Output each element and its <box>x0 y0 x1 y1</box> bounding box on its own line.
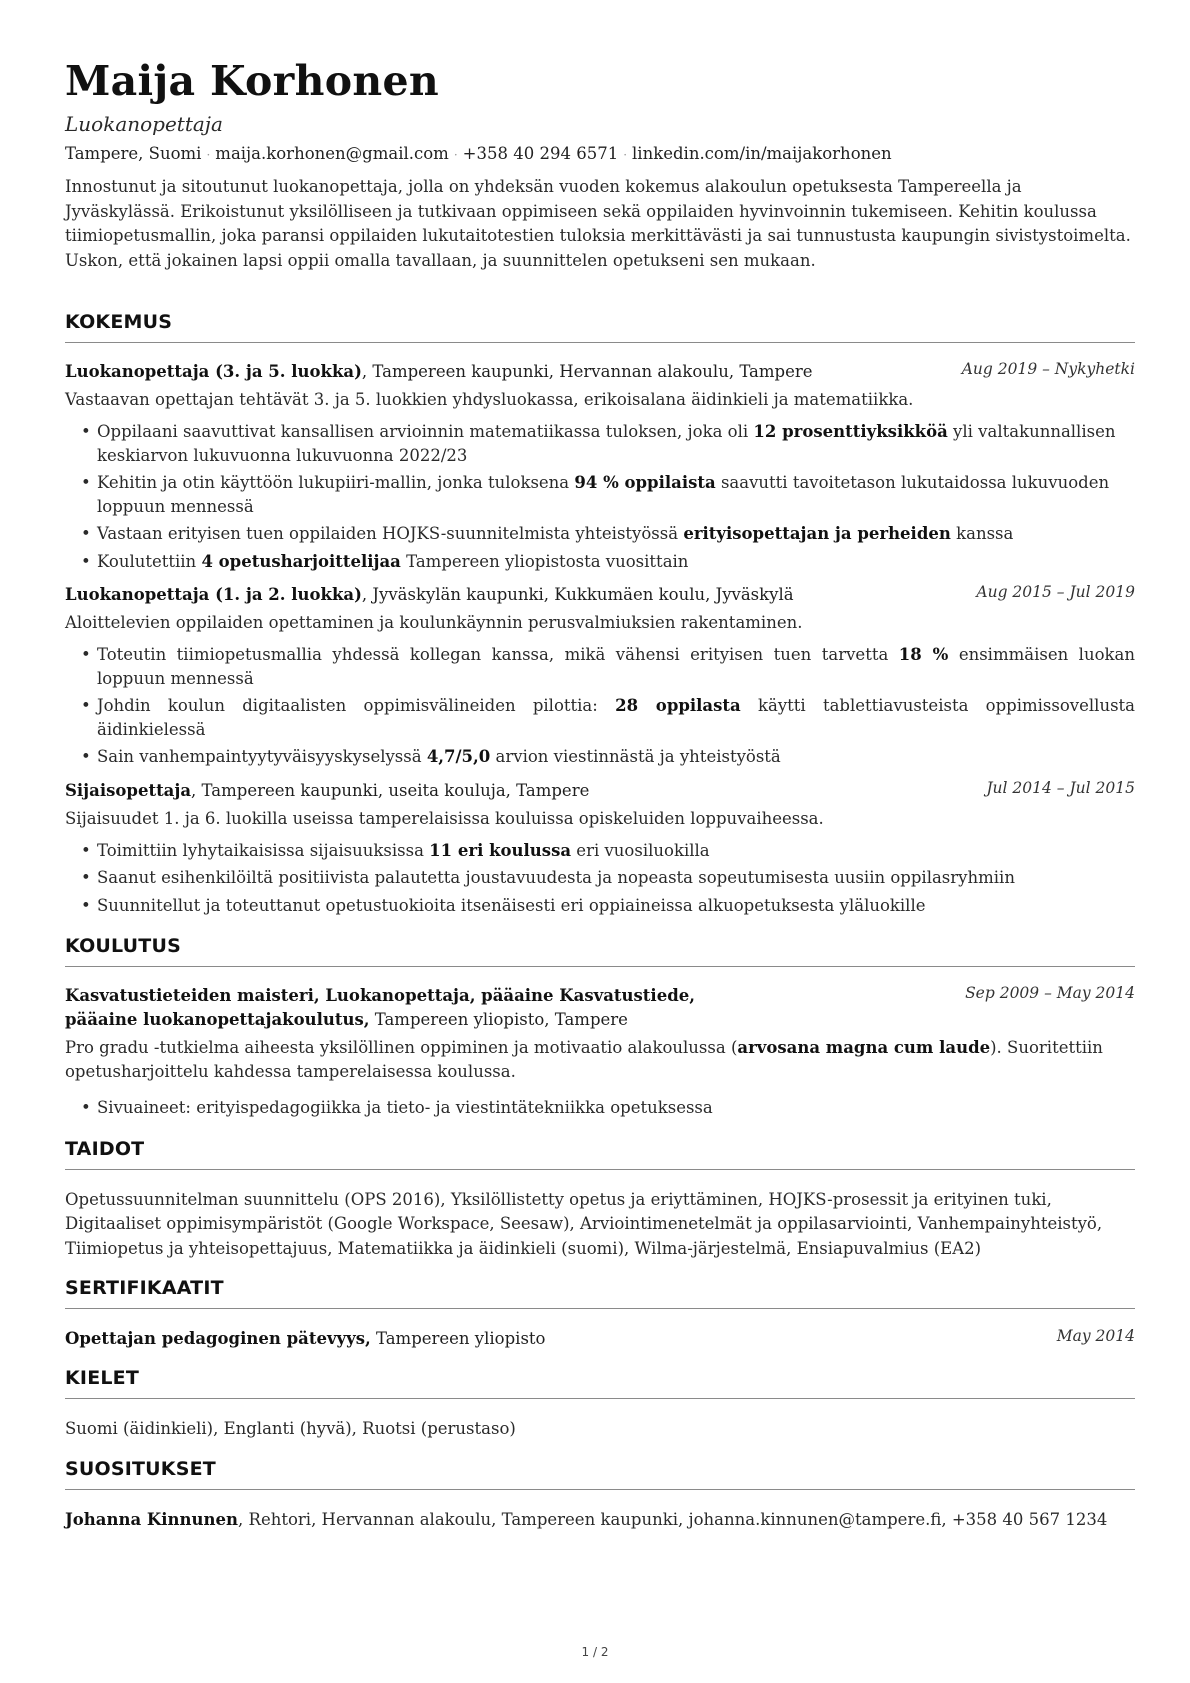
certificates-section <box>65 1277 1135 1351</box>
skills-section <box>65 1138 1135 1262</box>
certificate-entry <box>65 1327 1135 1351</box>
skills-list: Opetussuunnitelman suunnittelu (OPS 2016), Yksilöllistetty opetus ja eriyttäminen, HOJKS-prosessit ja erityinen tuki, Digitaaliset oppimisympäristöt (Google Workspace, Seesaw), Arviointimenetelmät ja oppilasarviointi, Vanhempainyhteistyö, Tiimiopetus ja yhteisopettajuus, Matematiikka ja äidinkieli (suomi), Wilma-järjestelmä, Ensiapuvalmius (EA2) <box>65 1189 1103 1258</box>
section-heading-certificates: SERTIFIKAATIT <box>65 1277 224 1300</box>
section-divider <box>65 1489 1135 1490</box>
degree-title: Kasvatustieteiden maisteri, Luokanopettaja, pääaine Kasvatustiede, pääaine luokanopettajakoulutus, <box>65 986 695 1030</box>
achievement-item: • Johdin koulun digitaalisten oppimisvälineiden pilottia: 28 oppilasta käytti tablettiavusteista oppimissovellusta äidinkielessä <box>81 696 1136 739</box>
section-heading-skills: TAIDOT <box>65 1137 145 1160</box>
education-date: Sep 2009 – May 2014 <box>965 984 1135 1003</box>
entry-header <box>65 583 1135 607</box>
job-date: Jul 2014 – Jul 2015 <box>986 778 1135 797</box>
section-divider <box>65 966 1135 967</box>
entry-title-line: Sijaisopettaja, Tampereen kaupunki, useita kouluja, Tampere <box>65 780 590 800</box>
achievement-list <box>65 839 1135 918</box>
job-role: Luokanopettaja (1. ja 2. luokka) <box>65 585 362 605</box>
certificate-name: Opettajan pedagoginen pätevyys, <box>65 1329 371 1349</box>
resume-page <box>65 57 1136 1532</box>
education-detail-item: • Sivuaineet: erityispedagogiikka ja tieto- ja viestintätekniikka opetuksessa <box>81 1098 713 1118</box>
job-description: Sijaisuudet 1. ja 6. luokilla useissa tamperelaisissa kouluissa opiskeluiden loppuvaiheessa. <box>65 808 824 828</box>
certificate-issuer: Tampereen yliopisto <box>375 1329 546 1349</box>
achievement-item: • Saanut esihenkilöiltä positiivista palautetta joustavuudesta ja nopeasta sopeutumisesta uusiin oppilasryhmiin <box>81 868 1015 888</box>
entry-title-line: Luokanopettaja (3. ja 5. luokka), Tampereen kaupunki, Hervannan alakoulu, Tampere <box>65 362 813 382</box>
languages-list: Suomi (äidinkieli), Englanti (hyvä), Ruotsi (perustaso) <box>65 1419 516 1439</box>
job-date: Aug 2019 – Nykyhetki <box>961 360 1135 379</box>
education-institution: Tampereen yliopisto, Tampere <box>374 1010 628 1030</box>
contact-phone[interactable]: +358 40 294 6571 <box>462 144 619 164</box>
job-description: Aloittelevien oppilaiden opettaminen ja koulunkäynnin perusvalmiuksien rakentaminen. <box>65 613 803 633</box>
reference-entry <box>65 1508 1135 1533</box>
section-heading-experience: KOKEMUS <box>65 311 173 334</box>
job-date: Aug 2015 – Jul 2019 <box>976 583 1135 602</box>
contact-line <box>65 144 1135 163</box>
languages-section <box>65 1367 1135 1442</box>
entry-header <box>65 779 1135 803</box>
reference-details: , Rehtori, Hervannan alakoulu, Tampereen kaupunki, johanna.kinnunen@tampere.fi, +358 40 567 1234 <box>238 1509 1108 1529</box>
entry-title-line <box>65 984 765 1032</box>
section-heading-languages: KIELET <box>65 1367 140 1390</box>
achievement-item: • Koulutettiin 4 opetusharjoittelijaa Tampereen yliopistosta vuosittain <box>81 551 689 571</box>
experience-entry <box>65 583 1135 769</box>
achievement-item: • Sain vanhempaintyytyväisyyskyselyssä 4,7/5,0 arvion viestinnästä ja yhteistyöstä <box>81 747 781 767</box>
separator-dot: · <box>206 148 211 163</box>
section-divider <box>65 1308 1135 1309</box>
person-name: Maija Korhonen <box>65 57 439 105</box>
contact-linkedin[interactable]: linkedin.com/in/maijakorhonen <box>632 144 892 164</box>
certificate-date: May 2014 <box>1056 1327 1135 1346</box>
section-heading-references: SUOSITUKSET <box>65 1457 216 1480</box>
separator-dot: · <box>453 148 458 163</box>
education-description: Pro gradu -tutkielma aiheesta yksilöllinen oppiminen ja motivaatio alakoulussa (arvosana magna cum laude). Suoritettiin opetusharjoittelu kahdessa tamperelaisessa koulussa. <box>65 1038 1103 1082</box>
job-title: Luokanopettaja <box>65 112 223 137</box>
achievement-item: • Oppilaani saavuttivat kansallisen arvioinnin matematiikassa tuloksen, joka oli 12 prosenttiyksikköä yli valtakunnallisen keskiarvon lukuvuonna lukuvuonna 2022/23 <box>81 422 1116 465</box>
achievement-item: • Vastaan erityisen tuen oppilaiden HOJKS-suunnitelmista yhteistyössä erityisopettajan ja perheiden kanssa <box>81 524 1014 544</box>
job-organization: Tampereen kaupunki, Hervannan alakoulu, Tampere <box>372 362 813 382</box>
experience-entry <box>65 779 1135 918</box>
certificate-title-line <box>65 1327 546 1351</box>
achievement-list <box>65 420 1135 573</box>
entry-header <box>65 360 1135 384</box>
entry-header <box>65 984 1135 1032</box>
achievement-item: • Toimittiin lyhytaikaisissa sijaisuuksissa 11 eri koulussa eri vuosiluokilla <box>81 840 710 860</box>
separator-dot: · <box>623 148 628 163</box>
section-divider <box>65 342 1135 343</box>
experience-entry <box>65 360 1135 573</box>
reference-name: Johanna Kinnunen <box>65 1509 239 1529</box>
contact-location: Tampere, Suomi <box>65 144 202 164</box>
section-heading-education: KOULUTUS <box>65 935 181 958</box>
job-role: Sijaisopettaja <box>65 780 192 800</box>
references-section <box>65 1458 1135 1533</box>
contact-email[interactable]: maija.korhonen@gmail.com <box>215 144 449 164</box>
achievement-item: • Suunnitellut ja toteuttanut opetustuokioita itsenäisesti eri oppiaineissa alkuopetuksesta yläluokille <box>81 895 926 915</box>
profile-summary: Innostunut ja sitoutunut luokanopettaja, jolla on yhdeksän vuoden kokemus alakoulun opetuksesta Tampereella ja Jyväskylässä. Erikoistunut yksilölliseen ja tutkivaan oppimiseen sekä oppilaiden hyvinvoinnin tukemiseen. Kehitin koulussa tiimiopetusmallin, joka paransi oppilaiden lukutaitotestien tuloksia merkittävästi ja sai tunnustusta kaupungin sivistystoimelta. Uskon, että jokainen lapsi oppii omalla tavallaan, ja suunnittelen opetukseni sen mukaan. <box>65 177 1131 270</box>
job-organization: Tampereen kaupunki, useita kouluja, Tampere <box>201 780 590 800</box>
education-entry <box>65 984 1135 1120</box>
job-organization: Jyväskylän kaupunki, Kukkumäen koulu, Jyväskylä <box>372 585 794 605</box>
education-section <box>65 935 1135 1120</box>
experience-section <box>65 311 1135 917</box>
job-description: Vastaavan opettajan tehtävät 3. ja 5. luokkien yhdysluokassa, erikoisalana äidinkieli ja matematiikka. <box>65 390 914 410</box>
entry-title-line: Luokanopettaja (1. ja 2. luokka), Jyväskylän kaupunki, Kukkumäen koulu, Jyväskylä <box>65 585 794 605</box>
achievement-list <box>65 643 1135 769</box>
page-number: 1 / 2 <box>581 1645 609 1659</box>
achievement-item: • Toteutin tiimiopetusmallia yhdessä kollegan kanssa, mikä vähensi erityisen tuen tarvetta 18 % ensimmäisen luokan loppuun mennessä <box>81 645 1135 688</box>
section-divider <box>65 1169 1135 1170</box>
achievement-item: • Kehitin ja otin käyttöön lukupiiri-mallin, jonka tuloksena 94 % oppilaista saavutti tavoitetason lukutaidossa lukuvuoden loppuun mennessä <box>81 473 1110 516</box>
job-role: Luokanopettaja (3. ja 5. luokka) <box>65 362 362 382</box>
education-detail-list <box>65 1096 1135 1120</box>
section-divider <box>65 1398 1135 1399</box>
